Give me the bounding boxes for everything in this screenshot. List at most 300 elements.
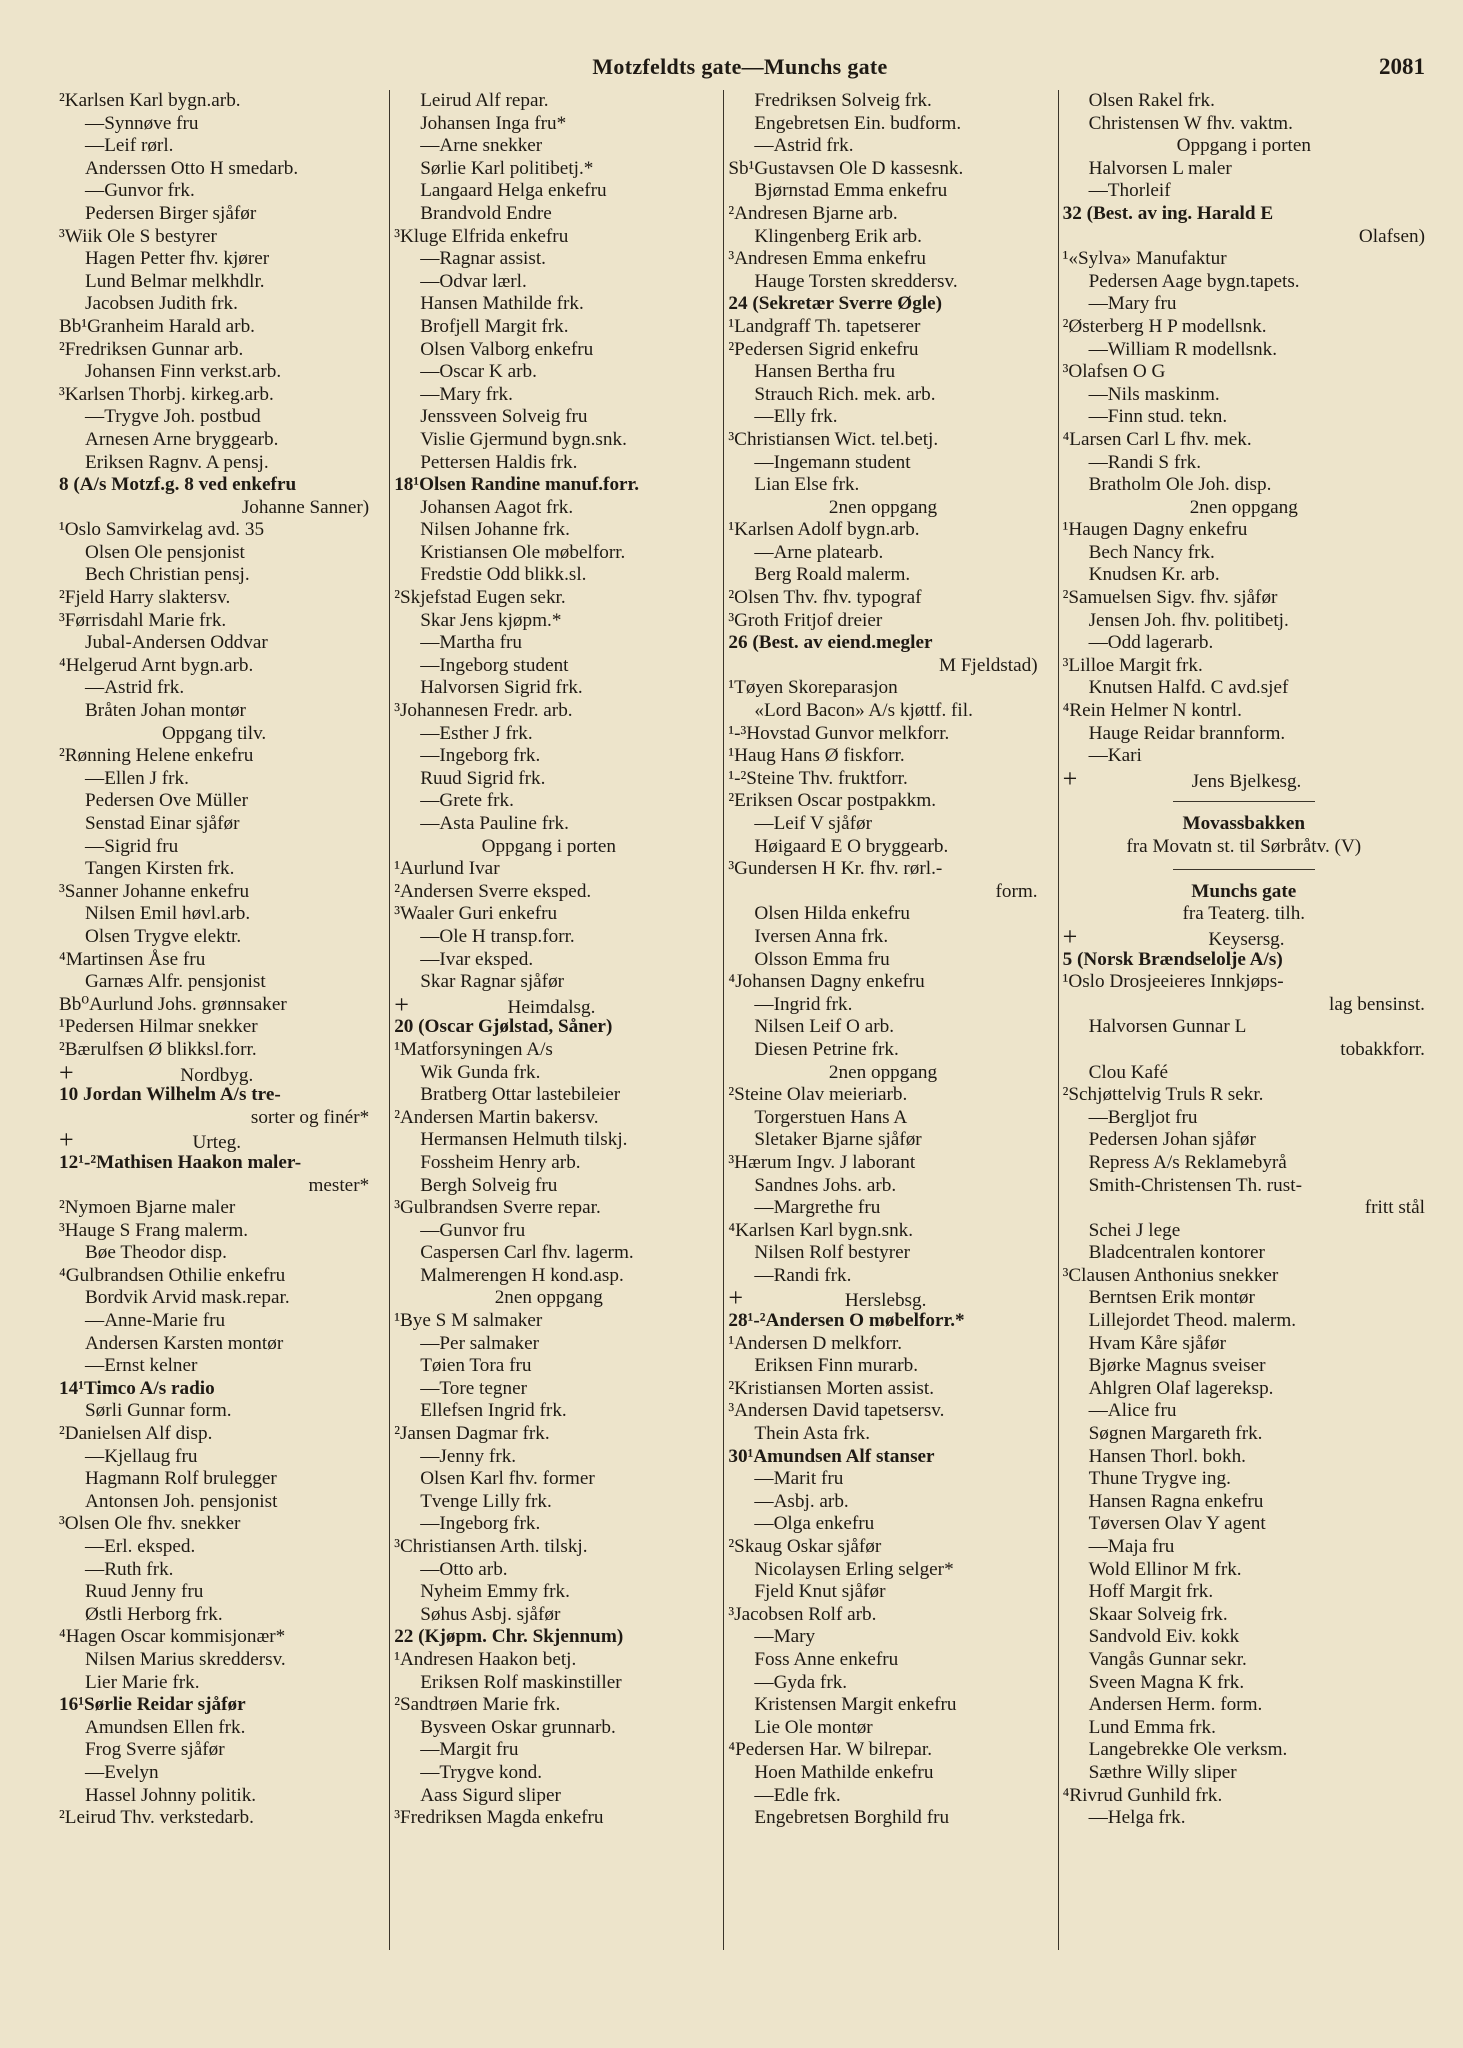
listing-entry: —Grete frk. <box>420 790 514 812</box>
page-title: Motzfeldts gate—Munchs gate <box>592 54 888 79</box>
listing-entry: —Mary fru <box>1088 293 1177 315</box>
listing-entry: —Ingeborg frk. <box>420 745 541 767</box>
listing-entry: Søhus Asbj. sjåfør <box>420 1603 561 1625</box>
listing-entry: Pedersen Aage bygn.tapets. <box>1088 270 1300 292</box>
listing-entry: Bech Christian pensj. <box>85 564 250 586</box>
listing-entry: Nilsen Johanne frk. <box>420 519 570 541</box>
listing-entry: —Marit fru <box>754 1468 844 1490</box>
address-entry: ¹«Sylva» Manufaktur <box>1062 248 1227 270</box>
listing-entry: Sandnes Johs. arb. <box>754 1174 897 1196</box>
cross-street-label: Keysersg. <box>1208 928 1285 950</box>
listing-entry: Olsen Karl fhv. former <box>420 1468 595 1490</box>
listing-entry: Sørli Gunnar form. <box>85 1400 232 1422</box>
address-entry: ³Christiansen Arth. tilskj. <box>394 1536 588 1557</box>
address-entry: ⁴Hagen Oscar kommisjonær* <box>59 1626 286 1648</box>
listing-entry: Hansen Mathilde frk. <box>420 293 584 315</box>
listing-entry: Bøe Theodor disp. <box>85 1242 227 1264</box>
listing-continuation: tobakkforr. <box>1340 1038 1425 1060</box>
listing-entry: Sandvold Eiv. kokk <box>1088 1626 1240 1648</box>
listing-entry: —Margrethe fru <box>754 1197 881 1219</box>
listing-entry: Brofjell Margit frk. <box>420 315 569 337</box>
listing-entry: Østli Herborg frk. <box>85 1603 223 1625</box>
listing-entry: Foss Anne enkefru <box>754 1648 899 1670</box>
listing-entry: Eriksen Finn murarb. <box>754 1355 918 1377</box>
address-entry: ¹Oslo Samvirkelag avd. 35 <box>59 519 265 541</box>
section-subheading: 2nen oppgang <box>828 1061 938 1083</box>
address-entry: ⁴Larsen Carl L fhv. mek. <box>1062 428 1252 450</box>
listing-entry: Repress A/s Reklamebyrå <box>1088 1151 1287 1173</box>
listing-entry: —Per salmaker <box>420 1332 540 1354</box>
listing-entry: —Ingrid frk. <box>754 993 853 1015</box>
listing-entry: Pettersen Haldis frk. <box>420 451 578 473</box>
address-entry: ³Gulbrandsen Sverre repar. <box>394 1197 601 1219</box>
address-entry: ²Skaug Oskar sjåfør <box>728 1536 882 1557</box>
listing-entry: —Ivar ekspеd. <box>420 948 534 970</box>
listing-entry: Tøien Tora fru <box>420 1355 532 1377</box>
address-entry: ¹Karlsen Adolf bygn.arb. <box>728 519 920 541</box>
listing-entry: Nicolaysen Erling selger* <box>754 1558 954 1580</box>
street-heading: Munchs gate <box>1191 880 1297 902</box>
listing-entry: —Astrid frk. <box>85 677 185 699</box>
address-entry: 18¹Olsen Randine manuf.forr. <box>394 474 640 496</box>
listing-entry: —Randi S frk. <box>1088 451 1202 473</box>
listing-entry: Garnæs Alfr. pensjonist <box>85 971 266 993</box>
listing-entry: Halvorsen Gunnar L <box>1088 1016 1247 1038</box>
address-entry: ³Christiansen Wict. tel.betj. <box>728 428 939 450</box>
section-subheading: 2nen oppgang <box>1189 496 1298 518</box>
address-entry: ¹Landgraff Th. tapetserer <box>728 315 921 337</box>
cross-street-marker: + <box>728 1283 744 1313</box>
listing-entry: Bladcentralen kontorer <box>1088 1242 1265 1264</box>
address-entry: ²Samuelsen Sigv. fhv. sjåfør <box>1062 587 1278 609</box>
listing-entry: Jacobsen Judith frk. <box>85 293 238 315</box>
listing-entry: —Edle frk. <box>754 1784 841 1806</box>
listing-entry: Hansen Thorl. bokh. <box>1088 1445 1246 1467</box>
listing-entry: Tøversen Olav Y agent <box>1088 1513 1266 1535</box>
listing-entry: —Ernst kelner <box>85 1355 198 1377</box>
address-entry: ³Lilloe Margit frk. <box>1062 654 1203 676</box>
listing-entry: —Helga frk. <box>1088 1807 1186 1829</box>
listing-continuation: mester* <box>308 1174 370 1196</box>
address-entry: ⁴Rivrud Gunhild frk. <box>1062 1784 1223 1806</box>
address-entry: ³Andresen Emma enkefru <box>728 248 926 270</box>
address-entry: ²Fjeld Harry slaktersv. <box>59 587 231 609</box>
listing-continuation: sorter og finér* <box>250 1106 370 1128</box>
listing-entry: Brandvold Endre <box>420 202 552 224</box>
listing-entry: Lie Ole montør <box>754 1716 873 1738</box>
cross-street-marker: + <box>394 989 409 1019</box>
address-entry: ²Pedersen Sigrid enkefru <box>728 338 919 360</box>
address-entry: ²Karlsen Karl bygn.arb. <box>59 90 241 111</box>
address-entry: ³Wiik Ole S bestyrer <box>59 225 217 247</box>
address-entry: ³Groth Fritjof dreier <box>728 609 883 631</box>
column-2 <box>389 90 703 1950</box>
listing-entry: Hauge Reidar brannform. <box>1088 722 1286 744</box>
listing-entry: Ruud Sigrid frk. <box>420 767 546 789</box>
address-entry: Bb⁰Aurlund Johs. grønnsaker <box>59 993 287 1015</box>
address-entry: ²Nymoen Bjarne maler <box>59 1197 236 1219</box>
listing-entry: Wik Gunda frk. <box>420 1061 541 1083</box>
address-entry: ²Schjøttelvig Truls R sekr. <box>1062 1084 1264 1106</box>
listing-entry: Hauge Torsten skreddersv. <box>754 270 958 292</box>
listing-entry: Thune Trygve ing. <box>1088 1468 1231 1490</box>
listing-entry: Olsson Emma fru <box>754 948 890 970</box>
address-entry: 16¹Sørlie Reidar sjåfør <box>59 1694 246 1716</box>
listing-entry: —Elly frk. <box>754 406 838 428</box>
address-entry: ¹Aurlund Ivar <box>394 858 500 880</box>
address-entry: ³Karlsen Thorbj. kirkeg.arb. <box>59 383 274 405</box>
listing-entry: Pedersen Birger sjåfør <box>85 202 257 224</box>
listing-entry: «Lord Bacon» A/s kjøttf. fil. <box>754 700 973 722</box>
address-entry: 26 (Best. av eiend.megler <box>728 632 933 654</box>
listing-entry: —Ole H transp.forr. <box>420 925 575 947</box>
listing-entry: —Ingemann student <box>754 451 911 473</box>
listing-entry: Lier Marie frk. <box>85 1671 200 1693</box>
listing-entry: Andersen Karsten montør <box>85 1332 284 1354</box>
address-entry: ¹Matforsyningen A/s <box>394 1038 553 1060</box>
listing-entry: —Ingeborg frk. <box>420 1513 541 1535</box>
listing-entry: —Oscar K arb. <box>420 361 537 383</box>
address-entry: ³Gundersen H Kr. fhv. rørl.- <box>728 858 943 880</box>
address-entry: 28¹-²Andersen O møbelforr.* <box>728 1310 965 1332</box>
listing-entry: —Martha fru <box>420 632 522 654</box>
listing-entry: Klingenberg Erik arb. <box>754 225 922 247</box>
address-entry: ²Andresen Bjarne arb. <box>728 202 898 224</box>
listing-entry: —Trygve kond. <box>420 1761 543 1783</box>
section-subheading: 2nen oppgang <box>828 496 938 518</box>
address-entry: ²Rønning Helene enkefru <box>59 745 254 767</box>
listing-entry: Sveen Magna K frk. <box>1088 1671 1245 1693</box>
listing-entry: Johansen Inga fru* <box>420 112 567 134</box>
column-1 <box>55 90 369 1950</box>
listing-entry: —Alice fru <box>1088 1400 1177 1422</box>
column-3 <box>723 90 1037 1950</box>
address-entry: ²Steine Olav meieriarb. <box>728 1084 908 1106</box>
listing-entry: Kristiansen Ole møbelforr. <box>420 541 626 563</box>
listing-entry: —Synnøve fru <box>85 112 199 134</box>
listing-entry: Engebretsen Ein. budform. <box>754 112 962 134</box>
listing-entry: Johansen Finn verkst.arb. <box>85 361 282 383</box>
listing-entry: Diesen Petrine frk. <box>754 1038 899 1060</box>
address-entry: ³Hauge S Frang malerm. <box>59 1219 249 1241</box>
listing-entry: —Esther J frk. <box>420 722 533 744</box>
listing-entry: —Finn stud. tekn. <box>1088 406 1228 428</box>
listing-entry: Thein Asta frk. <box>754 1423 871 1445</box>
listing-entry: Hermansen Helmuth tilskj. <box>420 1129 628 1151</box>
address-entry: 32 (Best. av ing. Harald E <box>1062 202 1274 224</box>
listing-entry: Malmerengen H kond.asp. <box>420 1264 624 1286</box>
listing-entry: Johansen Aagot frk. <box>420 496 574 518</box>
listing-entry: Eriksen Ragnv. A pensj. <box>85 451 269 473</box>
listing-entry: Aass Sigurd sliper <box>420 1784 561 1806</box>
address-entry: ³Sanner Johanne enkefru <box>59 880 250 902</box>
listing-entry: —Ingeborg student <box>420 654 569 676</box>
address-entry: ²Bærulfsen Ø blikksl.forr. <box>59 1038 257 1060</box>
listing-entry: —Gunvor fru <box>420 1219 526 1241</box>
address-entry: ³Kluge Elfrida enkefru <box>394 225 569 247</box>
address-entry: 14¹Timco A/s radio <box>59 1377 215 1399</box>
address-entry: 20 (Oscar Gjølstad, Såner) <box>394 1016 613 1038</box>
listing-entry: Hagmann Rolf brulegger <box>85 1468 277 1490</box>
address-entry: ⁴Gulbrandsen Othilie enkefru <box>59 1264 286 1286</box>
listing-entry: —Otto arb. <box>420 1558 508 1580</box>
section-divider <box>1063 858 1425 881</box>
listing-entry: —Arne platearb. <box>754 541 884 563</box>
listing-entry: —Gyda frk. <box>754 1671 848 1693</box>
section-subheading: fra Teaterg. tilh. <box>1182 903 1306 925</box>
address-entry: ¹-²Steine Thv. fruktforr. <box>728 767 908 789</box>
listing-entry: Lian Else frk. <box>754 474 860 496</box>
section-subheading: Oppgang i porten <box>1176 135 1311 157</box>
listing-entry: Berntsen Erik montør <box>1088 1287 1255 1309</box>
listing-entry: —Maja fru <box>1088 1536 1175 1557</box>
listing-entry: —Trygve Joh. postbud <box>85 406 261 428</box>
listing-entry: Amundsen Ellen frk. <box>85 1716 246 1738</box>
listing-entry: Sæthre Willy sliper <box>1088 1761 1237 1783</box>
column-4 <box>1058 90 1425 1950</box>
listing-entry: Hoff Margit frk. <box>1088 1581 1214 1603</box>
listing-entry: —Ruth frk. <box>85 1558 174 1580</box>
listing-entry: —Jenny frk. <box>420 1445 517 1467</box>
listing-entry: —Asta Pauline frk. <box>420 813 569 834</box>
listing-entry: —Thorleif <box>1088 180 1171 202</box>
listing-entry: Skar Jens kjøpm.* <box>420 609 562 631</box>
listing-entry: Bjørke Magnus sveiser <box>1088 1355 1266 1377</box>
listing-entry: Ruud Jenny fru <box>85 1581 204 1603</box>
address-entry: ²Fredriksen Gunnar arb. <box>59 338 244 360</box>
listing-entry: Leirud Alf repar. <box>420 90 549 111</box>
listing-entry: Bysveen Oskar grunnarb. <box>420 1716 616 1738</box>
listing-entry: Clou Kafé <box>1088 1061 1168 1083</box>
listing-entry: Bjørnstad Emma enkefru <box>754 180 948 202</box>
address-entry: Sb¹Gustavsen Ole D kassesnk. <box>728 157 964 179</box>
listing-entry: Bordvik Arvid mask.repar. <box>85 1287 290 1309</box>
address-entry: ³Johannesen Fredr. arb. <box>394 700 573 722</box>
listing-entry: Langebrekke Ole verksm. <box>1088 1739 1288 1761</box>
listing-entry: Skaar Solveig frk. <box>1088 1603 1228 1625</box>
cross-street-row <box>1062 763 1425 793</box>
listing-entry: Bråten Johan montør <box>85 700 246 722</box>
cross-street-marker: + <box>59 1125 74 1155</box>
listing-entry: Arnesen Arne bryggearb. <box>85 428 279 450</box>
listing-entry: Eriksen Rolf maskinstiller <box>420 1671 622 1693</box>
cross-street-marker: + <box>59 1057 74 1087</box>
address-entry: ³Fredriksen Magda enkefru <box>394 1807 604 1829</box>
listing-continuation: Johanne Sanner) <box>241 496 370 518</box>
address-entry: 30¹Amundsen Alf stanser <box>728 1445 935 1467</box>
cross-street-row <box>394 989 703 1019</box>
listing-entry: Strauch Rich. mek. arb. <box>754 383 936 405</box>
listing-entry: —Margit fru <box>420 1739 519 1761</box>
listing-entry: Christensen W fhv. vaktm. <box>1088 112 1293 134</box>
address-entry: ²Skjefstad Eugen sekr. <box>394 587 566 609</box>
address-entry: ²Andersen Martin bakersv. <box>394 1106 599 1128</box>
listing-entry: Schei J lege <box>1088 1219 1181 1241</box>
listing-entry: —Mary <box>754 1626 816 1648</box>
listing-entry: Knutsen Halfd. C avd.sjef <box>1088 677 1289 699</box>
address-entry: 24 (Sekretær Sverre Øgle) <box>728 293 943 315</box>
listing-entry: Engebretsen Borghild fru <box>754 1807 950 1829</box>
section-subheading: 2nen oppgang <box>494 1287 603 1309</box>
address-entry: 5 (Norsk Brændselolje A/s) <box>1062 948 1283 970</box>
listing-continuation: M Fjeldstad) <box>938 654 1038 676</box>
address-entry: ²Danielsen Alf disp. <box>59 1423 213 1445</box>
listing-entry: Lund Emma frk. <box>1088 1716 1216 1738</box>
listing-entry: Lund Belmar melkhdlr. <box>85 270 265 292</box>
listing-entry: Senstad Einar sjåfør <box>85 813 240 834</box>
cross-street-label: Urteg. <box>192 1132 241 1154</box>
address-entry: ²Østerberg H P modellsnk. <box>1062 315 1267 337</box>
listing-entry: Fredstie Odd blikk.sl. <box>420 564 587 586</box>
section-subheading: fra Movatn st. til Sørbråtv. (V) <box>1126 835 1362 857</box>
address-entry: 12¹-²Mathisen Haakon maler- <box>59 1151 302 1173</box>
address-entry: ⁴Johansen Dagny enkefru <box>728 971 925 993</box>
address-entry: ²Jansen Dagmar frk. <box>394 1423 550 1445</box>
listing-continuation: form. <box>995 880 1038 902</box>
address-entry: 8 (A/s Motzf.g. 8 ved enkefru <box>59 474 297 496</box>
listing-entry: Hassel Johnny politik. <box>85 1784 257 1806</box>
listing-entry: Nilsen Emil høvl.arb. <box>85 903 251 925</box>
listing-entry: —Tore tegner <box>420 1377 527 1399</box>
listing-entry: —Sigrid fru <box>85 835 179 857</box>
address-entry: ¹Andersen D melkforr. <box>728 1332 902 1354</box>
address-entry: ³Olafsen O G <box>1062 361 1166 383</box>
listing-entry: Skar Ragnar sjåfør <box>420 971 565 993</box>
address-entry: ³Waaler Guri enkefru <box>394 903 558 925</box>
address-entry: ²Leirud Thv. verkstedarb. <box>59 1807 254 1829</box>
address-entry: ²Kristiansen Morten assist. <box>728 1377 934 1399</box>
listing-entry: Olsen Trygve elektr. <box>85 925 242 947</box>
listing-entry: Frog Sverre sjåfør <box>85 1739 225 1761</box>
listing-entry: —Astrid frk. <box>754 135 854 157</box>
address-entry: Bb¹Granheim Harald arb. <box>59 315 255 337</box>
cross-street-marker: + <box>1062 763 1078 793</box>
listing-entry: —Erl. ekspеd. <box>85 1536 196 1557</box>
listing-entry: Bratberg Ottar lastebileier <box>420 1084 621 1106</box>
listing-entry: Iversen Anna frk. <box>754 925 889 947</box>
listing-entry: Smith-Christensen Th. rust- <box>1088 1174 1302 1196</box>
listing-entry: —Bergljot fru <box>1088 1106 1198 1128</box>
listing-entry: Vangås Gunnar sekr. <box>1088 1648 1247 1670</box>
section-subheading: Oppgang tilv. <box>161 722 267 744</box>
listing-entry: —Arne snekker <box>420 135 543 157</box>
listing-entry: —Nils maskinm. <box>1088 383 1220 405</box>
cross-street-row <box>59 1057 369 1087</box>
listing-entry: Bratholm Ole Joh. disp. <box>1088 474 1272 496</box>
cross-street-label: Nordbyg. <box>180 1064 254 1086</box>
listing-entry: Nyheim Emmy frk. <box>420 1581 570 1603</box>
listing-entry: —Kjellaug fru <box>85 1445 198 1467</box>
listing-entry: —Gunvor frk. <box>85 180 195 202</box>
listing-entry: —Anne-Marie fru <box>85 1310 226 1332</box>
listing-entry: —Kari <box>1088 745 1142 767</box>
listing-entry: Jenssveen Solveig fru <box>420 406 588 428</box>
address-entry: ³Clausen Anthonius snekker <box>1062 1264 1279 1286</box>
address-entry: 10 Jordan Wilhelm A/s tre- <box>59 1084 281 1106</box>
listing-entry: Ahlgren Olaf lagereksp. <box>1088 1377 1274 1399</box>
listing-entry: Halvorsen Sigrid frk. <box>420 677 583 699</box>
listing-entry: Søgnen Margareth frk. <box>1088 1423 1263 1445</box>
listing-entry: Kristensen Margit enkefru <box>754 1694 957 1716</box>
listing-entry: Tvenge Lilly frk. <box>420 1490 552 1512</box>
section-subheading: Oppgang i porten <box>481 835 616 857</box>
listing-entry: Jensen Joh. fhv. politibetj. <box>1088 609 1289 631</box>
cross-street-row <box>728 1283 1037 1313</box>
cross-street-row <box>1062 921 1425 951</box>
address-entry: ⁴Rein Helmer N kontrl. <box>1062 700 1242 722</box>
listing-entry: Berg Roald malerm. <box>754 564 911 586</box>
listing-entry: Antonsen Joh. pensjonist <box>85 1490 278 1512</box>
listing-entry: —Asbj. arb. <box>754 1490 849 1512</box>
listing-entry: Fossheim Henry arb. <box>420 1151 581 1173</box>
street-heading: Movassbakken <box>1182 813 1306 834</box>
listing-entry: Olsen Ole pensjonist <box>85 541 245 563</box>
listing-entry: —Odd lagerarb. <box>1088 632 1214 654</box>
listing-entry: —Odvar lærl. <box>420 270 527 292</box>
address-entry: ¹Tøyen Skoreparasjon <box>728 677 898 699</box>
listing-entry: Fredriksen Solveig frk. <box>754 90 932 111</box>
listing-entry: Nilsen Leif O arb. <box>754 1016 894 1038</box>
listing-entry: Bech Nancy frk. <box>1088 541 1215 563</box>
listing-entry: Sletaker Bjarne sjåfør <box>754 1129 922 1151</box>
address-entry: ³Jacobsen Rolf arb. <box>728 1603 877 1625</box>
address-entry: ³Andersen David tapetsersv. <box>728 1400 945 1422</box>
section-divider <box>1063 790 1425 813</box>
address-entry: ⁴Pedersen Har. W bilrepar. <box>728 1739 933 1761</box>
cross-street-marker: + <box>1062 921 1078 951</box>
listing-entry: Olsen Valborg enkefru <box>420 338 594 360</box>
listing-entry: Sørlie Karl politibetj.* <box>420 157 594 179</box>
listing-entry: —Ellen J frk. <box>85 767 189 789</box>
cross-street-label: Herslebsg. <box>844 1290 927 1312</box>
listing-continuation: fritt stål <box>1364 1197 1425 1219</box>
address-entry: ¹Haugen Dagny enkefru <box>1062 519 1248 541</box>
listing-entry: Lillejordet Theod. malerm. <box>1088 1310 1297 1332</box>
listing-continuation: lag bensinst. <box>1329 993 1425 1015</box>
directory-page <box>55 40 1425 2030</box>
listing-entry: Halvorsen L maler <box>1088 157 1232 179</box>
address-entry: ²Eriksen Oscar postpakkm. <box>728 790 937 812</box>
cross-street-row <box>59 1125 369 1155</box>
address-entry: ¹Bye S M salmaker <box>394 1310 543 1332</box>
listing-entry: Hvam Kåre sjåfør <box>1088 1332 1227 1354</box>
listing-entry: Torgerstuen Hans A <box>754 1106 908 1128</box>
listing-entry: Bergh Solveig fru <box>420 1174 558 1196</box>
listing-entry: Knudsen Kr. arb. <box>1088 564 1220 586</box>
listing-entry: Langaard Helga enkefru <box>420 180 607 202</box>
listing-entry: Pedersen Ove Müller <box>85 790 249 812</box>
listing-entry: Olsen Hilda enkefru <box>754 903 910 925</box>
listing-entry: —Ragnar assist. <box>420 248 546 270</box>
address-entry: ²Olsen Thv. fhv. typograf <box>728 587 922 609</box>
address-entry: ³Olsen Ole fhv. snekker <box>59 1513 241 1535</box>
listing-entry: Nilsen Marius skreddersv. <box>85 1648 286 1670</box>
listing-entry: Hoen Mathilde enkefru <box>754 1761 934 1783</box>
listing-entry: —Mary frk. <box>420 383 513 405</box>
address-entry: ¹Pedersen Hilmar snekker <box>59 1016 258 1038</box>
listing-entry: Høigaard E O bryggearb. <box>754 835 949 857</box>
address-entry: ³Førrisdahl Marie frk. <box>59 609 227 631</box>
address-entry: ⁴Martinsen Åse fru <box>59 948 206 970</box>
address-entry: ³Hærum Ingv. J laborant <box>728 1151 916 1173</box>
page-number: 2081 <box>1379 54 1425 79</box>
address-entry: ¹Haug Hans Ø fiskforr. <box>728 745 905 767</box>
listing-entry: Tangen Kirsten frk. <box>85 858 235 880</box>
cross-street-label: Jens Bjelkesg. <box>1191 770 1302 792</box>
listing-entry: Hansen Bertha fru <box>754 361 896 383</box>
listing-entry: Wold Ellinor M frk. <box>1088 1558 1242 1580</box>
listing-entry: Hansen Ragna enkefru <box>1088 1490 1264 1512</box>
